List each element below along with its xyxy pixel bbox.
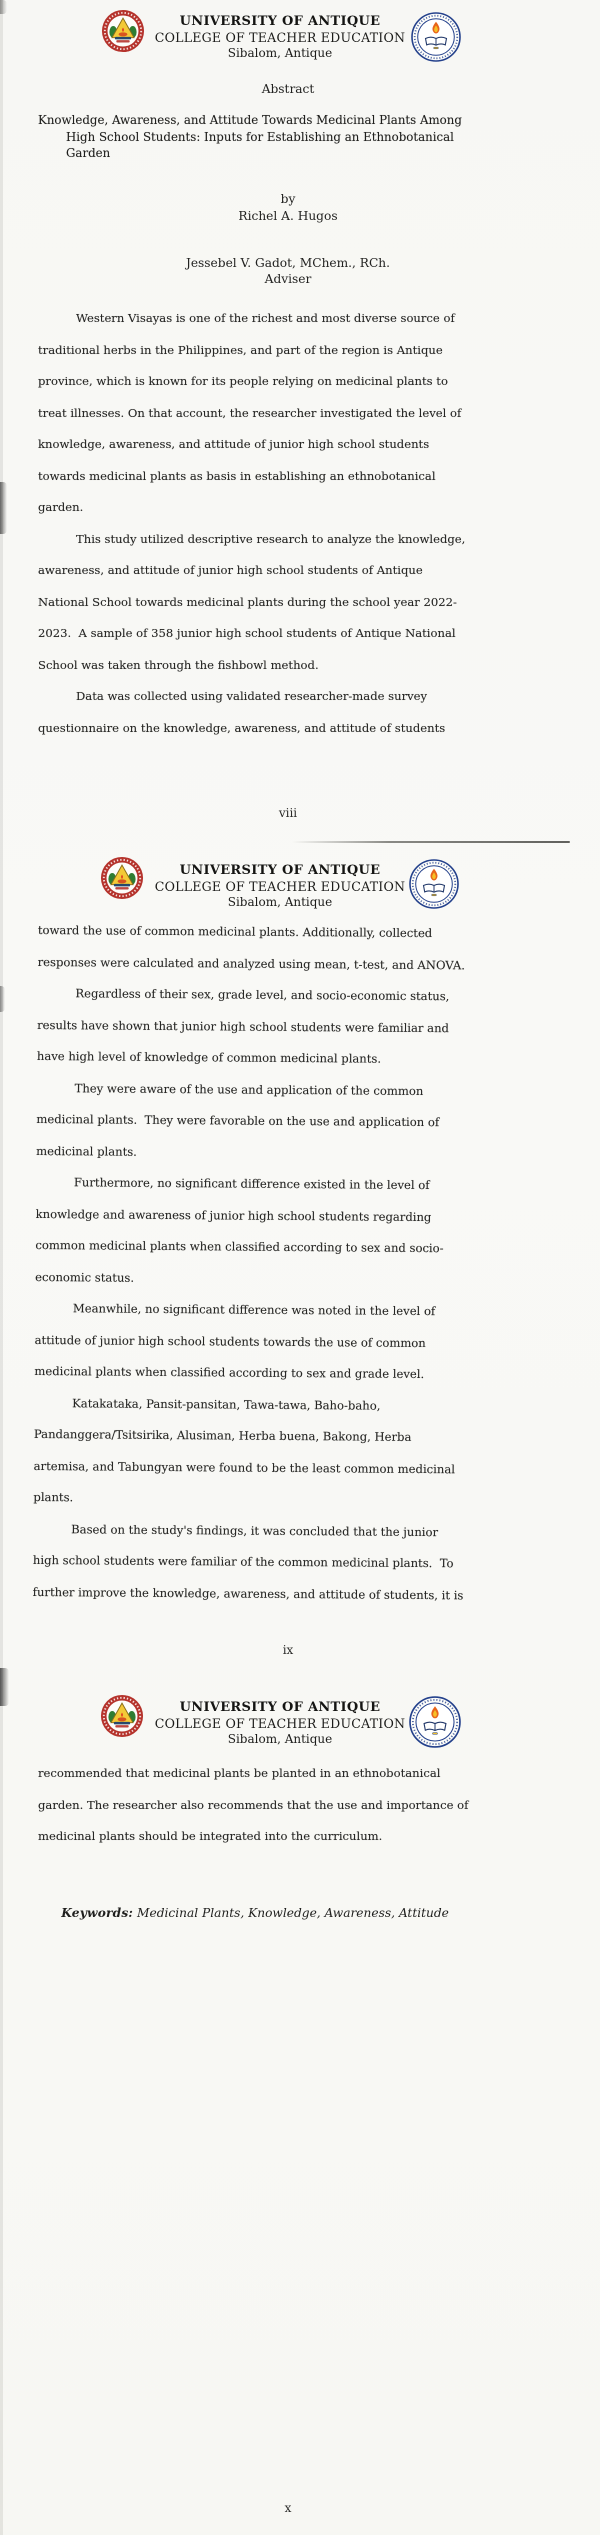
scan-smudge	[0, 986, 5, 1012]
location: Sibalom, Antique	[227, 46, 333, 60]
page-number: x	[284, 2501, 292, 2515]
college-name: COLLEGE OF TEACHER EDUCATION	[154, 30, 406, 45]
author-name: Richel A. Hugos	[238, 209, 338, 223]
college-of-teacher-education-seal-icon	[411, 12, 461, 62]
university-of-antique-seal-icon	[100, 1694, 144, 1738]
body-line: towards medicinal plants as basis in establishing an ethnobotanical	[38, 468, 436, 483]
body-line: further improve the knowledge, awareness, and attitude of students, it is	[32, 1584, 464, 1602]
body-line: recommended that medicinal plants be planted in an ethnobotanical	[38, 1766, 441, 1780]
college-name: COLLEGE OF TEACHER EDUCATION	[154, 1716, 406, 1731]
body-line: School was taken through the fishbowl method.	[38, 657, 319, 672]
page-header	[140, 863, 420, 910]
abstract-page-ix	[0, 843, 600, 1672]
keywords-line	[38, 1892, 558, 1934]
abstract-body	[38, 1758, 563, 1853]
page-header	[140, 14, 420, 61]
thesis-title	[38, 112, 558, 162]
keywords-label: Keywords:	[61, 1906, 134, 1920]
abstract-page-x	[0, 1672, 600, 2535]
body-line: traditional herbs in the Philippines, and part of the region is Antique	[38, 342, 443, 357]
body-line: medicinal plants. They were favorable on the use and application of	[36, 1111, 440, 1130]
body-line: Regardless of their sex, grade level, and socio-economic status,	[75, 986, 450, 1004]
body-line: garden. The researcher also recommends that the use and importance of	[38, 1797, 469, 1812]
scan-smudge	[0, 482, 7, 534]
scan-edge-shadow	[0, 0, 3, 2535]
scan-smudge	[0, 0, 7, 14]
body-line: knowledge and awareness of junior high school students regarding	[35, 1206, 432, 1224]
thesis-title-line: Garden	[66, 146, 111, 160]
university-name: UNIVERSITY OF ANTIQUE	[179, 863, 381, 878]
location: Sibalom, Antique	[227, 1732, 333, 1746]
body-line: Based on the study's findings, it was concluded that the junior	[71, 1521, 439, 1539]
body-line: attitude of junior high school students towards the use of common	[34, 1332, 426, 1350]
body-line: economic status.	[35, 1269, 135, 1285]
location: Sibalom, Antique	[227, 895, 333, 909]
body-line: treat illnesses. On that account, the researcher investigated the level of	[38, 405, 462, 420]
thesis-title-line: Knowledge, Awareness, and Attitude Towards Medicinal Plants Among	[38, 113, 462, 127]
adviser-role: Adviser	[264, 272, 312, 286]
body-line: medicinal plants.	[36, 1143, 137, 1159]
body-line: 2023. A sample of 358 junior high school students of Antique National	[38, 626, 456, 640]
adviser-name: Jessebel V. Gadot, MChem., RCh.	[185, 256, 391, 270]
abstract-body	[33, 915, 563, 1612]
body-line: National School towards medicinal plants during the school year 2022-	[38, 594, 457, 609]
body-line: province, which is known for its people relying on medicinal plants to	[38, 374, 448, 388]
body-line: toward the use of common medicinal plants. Additionally, collected	[37, 922, 433, 941]
body-line: Western Visayas is one of the richest and most diverse source of	[76, 311, 455, 325]
body-line: medicinal plants should be integrated into the curriculum.	[38, 1829, 383, 1843]
thesis-title-line: High School Students: Inputs for Establishing an Ethnobotanical	[66, 129, 454, 144]
body-line: questionnaire on the knowledge, awareness, and attitude of students	[38, 720, 446, 735]
page-number: viii	[278, 806, 298, 820]
abstract-heading: Abstract	[261, 82, 315, 96]
keywords-value: Medicinal Plants, Knowledge, Awareness, Attitude	[133, 1906, 449, 1920]
university-name: UNIVERSITY OF ANTIQUE	[179, 14, 381, 29]
body-line: awareness, and attitude of junior high school students of Antique	[38, 563, 423, 577]
body-line: Pandanggera/Tsitsirika, Alusiman, Herba buena, Bakong, Herba	[33, 1426, 412, 1444]
body-line: Furthermore, no significant difference existed in the level of	[73, 1175, 430, 1193]
abstract-body	[38, 303, 563, 744]
body-line: garden.	[38, 500, 84, 514]
university-name: UNIVERSITY OF ANTIQUE	[179, 1700, 381, 1715]
college-of-teacher-education-seal-icon	[409, 1696, 461, 1748]
body-line: have high level of knowledge of common medicinal plants.	[36, 1048, 382, 1066]
body-line: This study utilized descriptive research to analyze the knowledge,	[76, 531, 466, 546]
university-of-antique-seal-icon	[100, 856, 144, 900]
byline: by	[280, 192, 296, 206]
body-line: plants.	[33, 1489, 74, 1505]
body-line: knowledge, awareness, and attitude of junior high school students	[38, 437, 430, 451]
body-line: medicinal plants when classified according to sex and grade level.	[34, 1363, 425, 1382]
body-line: Data was collected using validated researcher-made survey	[76, 689, 428, 703]
page-number: ix	[282, 1643, 294, 1657]
body-line: Meanwhile, no significant difference was noted in the level of	[72, 1301, 436, 1319]
body-line: artemisa, and Tabungyan were found to be the least common medicinal	[33, 1458, 456, 1476]
page-header	[140, 1700, 420, 1747]
university-of-antique-seal-icon	[101, 9, 145, 53]
body-line: common medicinal plants when classified according to sex and socio-	[35, 1237, 444, 1256]
scan-smudge	[0, 1668, 9, 1706]
college-name: COLLEGE OF TEACHER EDUCATION	[154, 879, 406, 894]
body-line: high school students were familiar of the common medicinal plants. To	[32, 1552, 454, 1571]
college-of-teacher-education-seal-icon	[409, 859, 459, 909]
abstract-page-viii	[0, 0, 600, 843]
body-line: Katakataka, Pansit-pansitan, Tawa-tawa, Baho-baho,	[72, 1395, 381, 1413]
body-line: responses were calculated and analyzed using mean, t-test, and ANOVA.	[37, 954, 465, 972]
body-line: They were aware of the use and application of the common	[74, 1080, 424, 1098]
body-line: results have shown that junior high school students were familiar and	[37, 1017, 450, 1035]
